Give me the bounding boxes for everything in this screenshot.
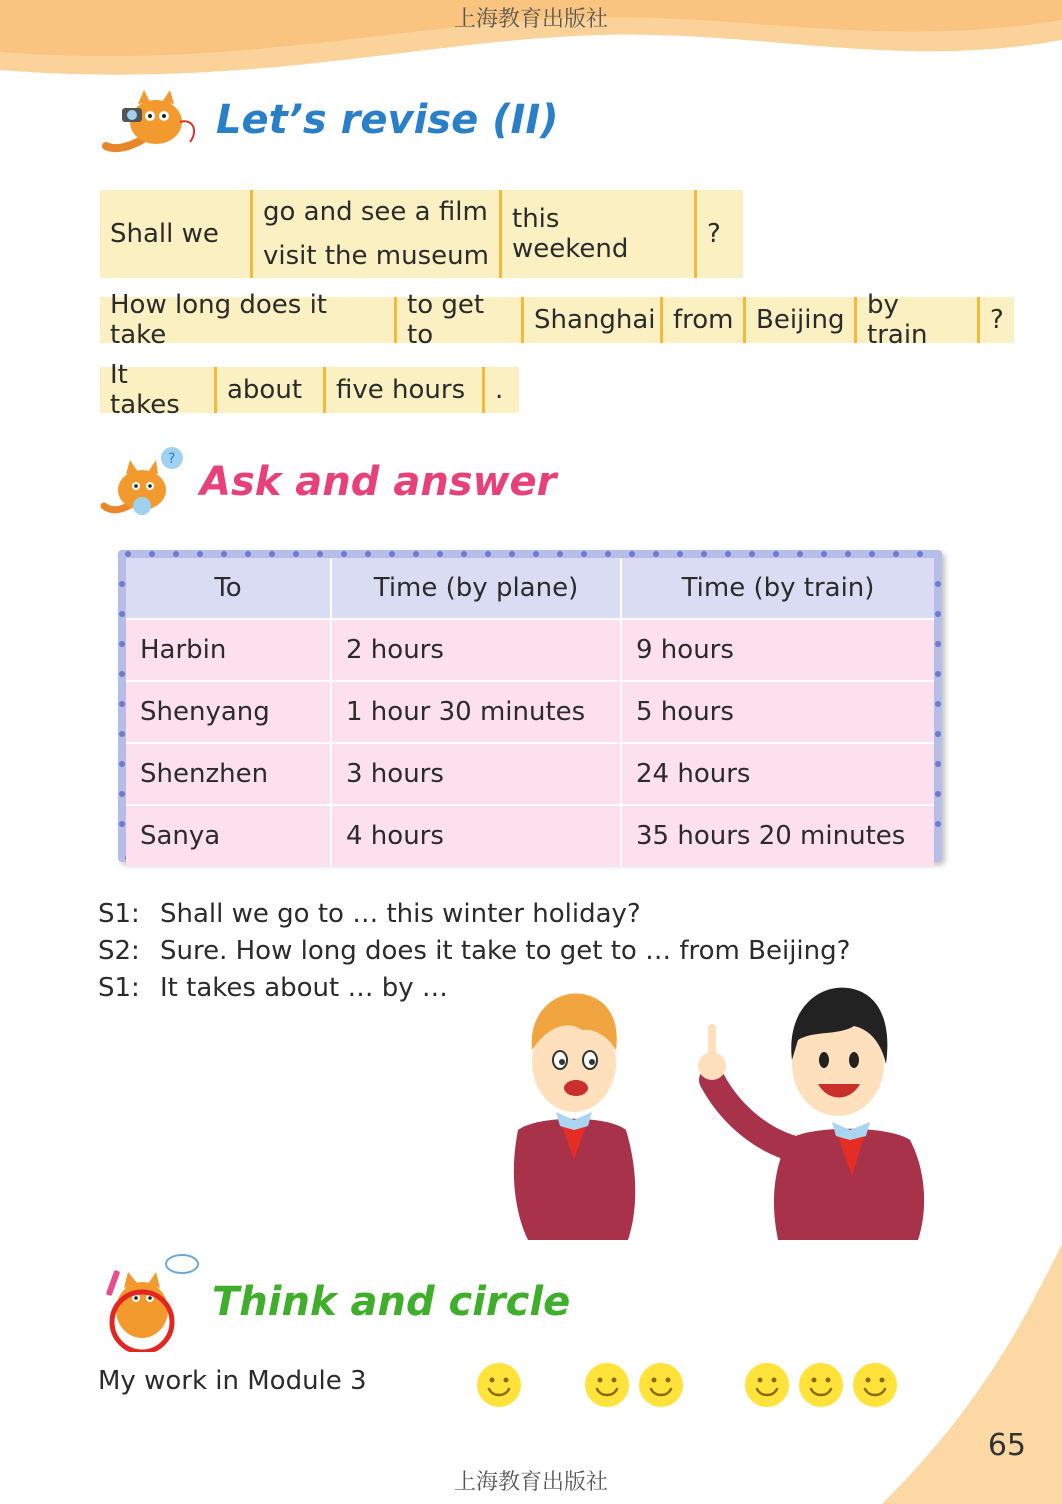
pattern-cell: Shall we <box>100 190 250 278</box>
pattern-cell-options <box>250 190 499 278</box>
dialogue-text: It takes about … by … <box>160 973 448 1003</box>
svg-text:?: ? <box>168 451 176 467</box>
column-header: Time (by plane) <box>331 558 621 619</box>
pattern-option: visit the museum <box>263 241 489 271</box>
smiley-group-three[interactable] <box>744 1362 898 1408</box>
speaker-label: S2: <box>98 936 140 966</box>
table-cell: 4 hours <box>331 805 621 866</box>
pattern-cell: Shanghai <box>521 297 660 343</box>
table-row <box>126 805 934 866</box>
self-assessment-prompt: My work in Module 3 <box>98 1366 367 1396</box>
ask-title: Ask and answer <box>200 459 557 505</box>
student-left <box>514 993 635 1240</box>
table-row <box>126 681 934 743</box>
think-title: Think and circle <box>212 1279 571 1325</box>
pattern-cell: How long does it take <box>100 297 394 343</box>
ask-heading <box>98 444 556 520</box>
table-cell: 24 hours <box>621 743 934 805</box>
pattern-cell: about <box>214 367 323 413</box>
table-cell: 9 hours <box>621 619 934 681</box>
revise-heading <box>98 82 559 158</box>
pattern-option: go and see a film <box>263 197 488 227</box>
smiley-face-icon <box>638 1362 684 1408</box>
table-row <box>126 743 934 805</box>
column-header: To <box>126 558 331 619</box>
two-students-illustration <box>498 980 938 1250</box>
table-cell: 5 hours <box>621 681 934 743</box>
cat-question-icon <box>98 444 190 520</box>
table-cell: 35 hours 20 minutes <box>621 805 934 866</box>
smiley-face-icon <box>798 1362 844 1408</box>
dialogue-line <box>98 896 850 933</box>
pattern-cell: five hours <box>323 367 482 413</box>
pattern-row-shall-we <box>100 190 743 278</box>
pattern-cell: to get to <box>394 297 521 343</box>
smiley-face-icon <box>476 1362 522 1408</box>
pattern-cell: . <box>482 367 519 413</box>
speaker-label: S1: <box>98 899 140 929</box>
table-cell: 2 hours <box>331 619 621 681</box>
smiley-group-one[interactable] <box>476 1362 522 1408</box>
cat-pencil-icon <box>98 1252 202 1352</box>
smiley-group-two[interactable] <box>584 1362 684 1408</box>
dialogue-line <box>98 933 850 970</box>
table-row <box>126 619 934 681</box>
revise-title: Let’s revise (II) <box>216 97 559 143</box>
pattern-cell: ? <box>694 190 743 278</box>
table-header-row <box>126 558 934 619</box>
smiley-face-icon <box>852 1362 898 1408</box>
pattern-cell: by train <box>854 297 977 343</box>
think-heading <box>98 1252 570 1352</box>
travel-time-table <box>126 558 934 866</box>
page-number: 65 <box>987 1428 1026 1463</box>
smiley-face-icon <box>744 1362 790 1408</box>
column-header: Time (by train) <box>621 558 934 619</box>
cat-camera-icon <box>98 82 206 158</box>
table-cell: Harbin <box>126 619 331 681</box>
dialogue-text: Shall we go to … this winter holiday? <box>160 899 641 929</box>
speaker-label: S1: <box>98 973 140 1003</box>
pattern-cell: from <box>660 297 743 343</box>
travel-time-table-frame <box>118 550 942 862</box>
pattern-row-how-long <box>100 290 1014 350</box>
pattern-cell: ? <box>977 297 1014 343</box>
table-cell: 1 hour 30 minutes <box>331 681 621 743</box>
pattern-cell: this weekend <box>499 190 694 278</box>
table-cell: Shenyang <box>126 681 331 743</box>
smiley-face-icon <box>584 1362 630 1408</box>
pattern-row-it-takes <box>100 360 519 420</box>
pattern-cell: Beijing <box>743 297 854 343</box>
publisher-header: 上海教育出版社 <box>453 7 608 32</box>
table-cell: Shenzhen <box>126 743 331 805</box>
dialogue-text: Sure. How long does it take to get to … from Beijing? <box>160 936 851 966</box>
student-right <box>698 988 924 1240</box>
table-cell: Sanya <box>126 805 331 866</box>
pattern-cell: It takes <box>100 367 214 413</box>
table-cell: 3 hours <box>331 743 621 805</box>
publisher-footer: 上海教育出版社 <box>453 1470 608 1495</box>
